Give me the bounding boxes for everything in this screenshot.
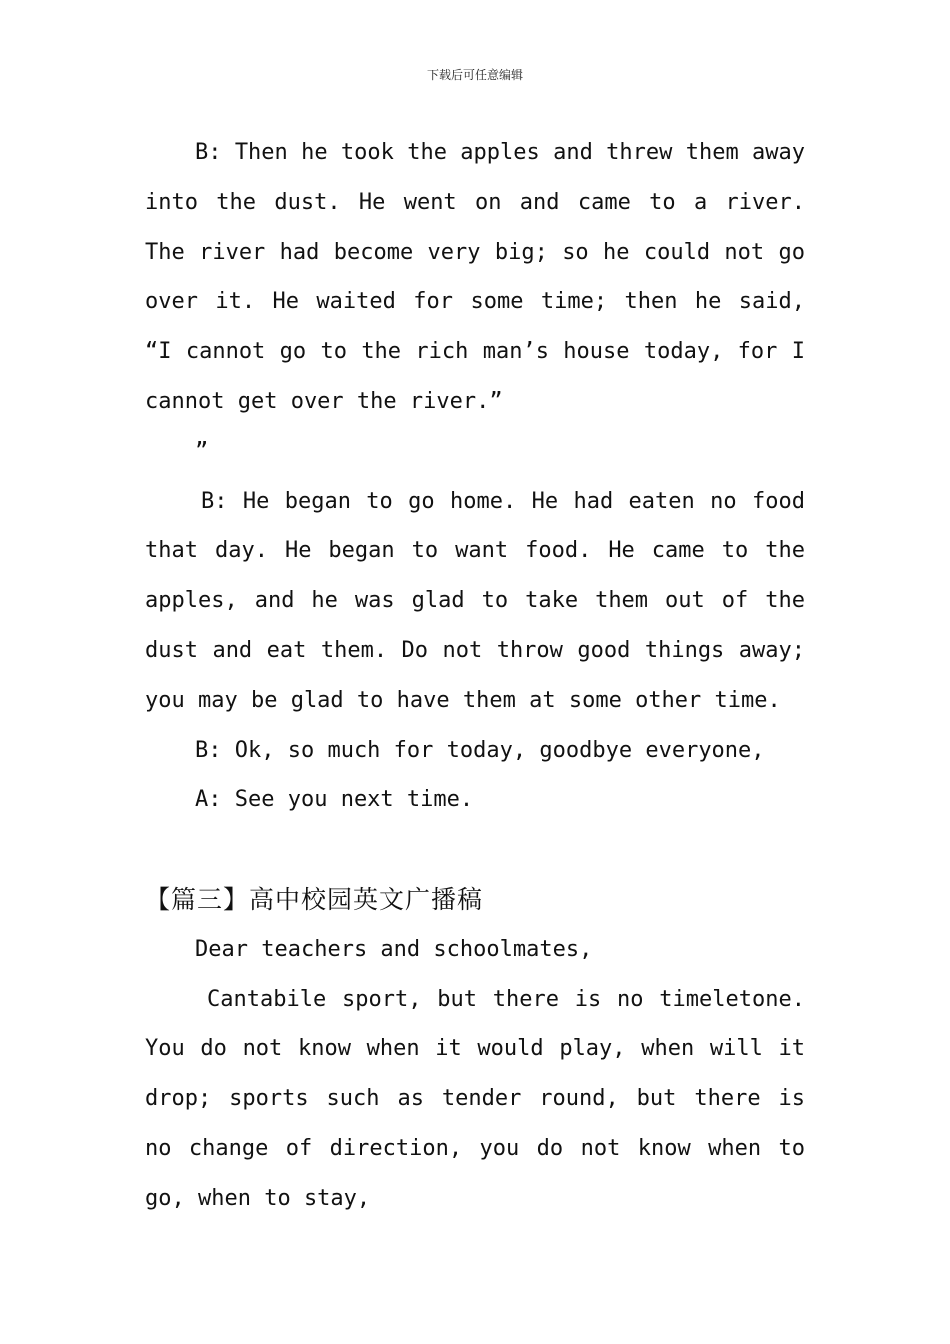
paragraph-go-home: B: He began to go home. He had eaten no food that day. He began to want food. He came to the apples, and he was glad to take them out of the dust and eat them. Do not throw good things away; you may be glad to have them at some other time. [145, 488, 805, 713]
paragraph-spacer [145, 825, 805, 875]
page-header: 下载后可任意编辑 [426, 68, 523, 82]
greeting-line: Dear teachers and schoolmates, [195, 936, 593, 962]
paragraph-apples-river: B: Then he took the apples and threw them away into the dust. He went on and came to a river. The river had become very big; so he could not go over it. He waited for some time; then he said, “I cannot go to the rich man’s house today, for I cannot get over the river.” [145, 140, 805, 414]
stray-quote-mark: ” [195, 438, 209, 464]
paragraph-see-you: A: See you next time. [195, 787, 474, 813]
paragraph-cantabile-sport: Cantabile sport, but there is no timeletone. You do not know when it would play, when will it drop; sports such as tender round, but there is no change of direction, you do not know when to go, when to stay, [145, 986, 805, 1211]
document-body [145, 128, 805, 1224]
paragraph-goodbye: B: Ok, so much for today, goodbye everyone, [195, 737, 765, 763]
section-title: 【篇三】高中校园英文广播稿 [145, 884, 484, 914]
